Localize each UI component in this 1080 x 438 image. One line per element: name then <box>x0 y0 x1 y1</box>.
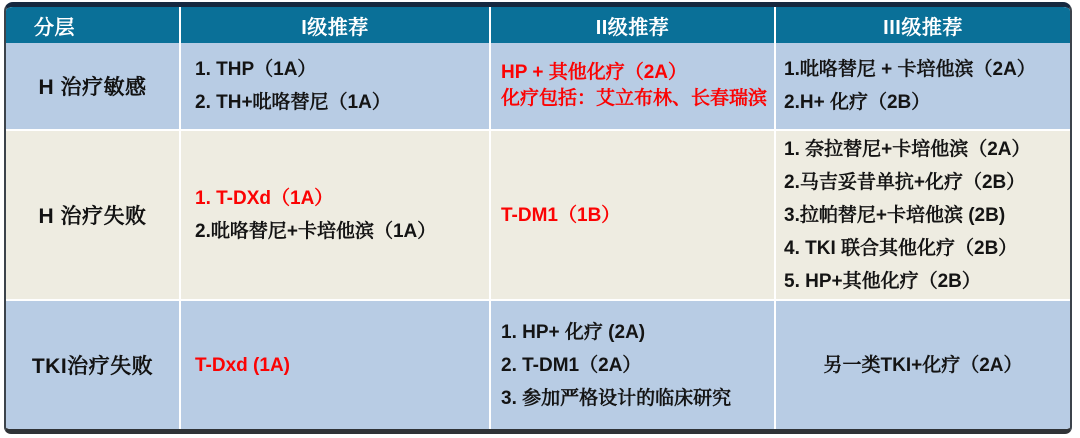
row-label-tki-failed: TKI治疗失败 <box>6 301 179 429</box>
cell-r2-level1 <box>181 131 489 301</box>
treatment-option: 1. T-DXd（1A） <box>195 188 334 209</box>
cell-r1-level2 <box>491 43 774 131</box>
cell-r2-level3 <box>776 131 1070 301</box>
table-grid <box>6 7 1070 429</box>
cell-r3-level1 <box>181 301 489 429</box>
treatment-option: 2. TH+吡咯替尼（1A） <box>195 92 391 113</box>
treatment-option: T-Dxd (1A) <box>195 354 290 376</box>
treatment-option: 1. THP（1A） <box>195 59 317 80</box>
treatment-option: 3. 参加严格设计的临床研究 <box>501 387 732 409</box>
treatment-option: 4. TKI 联合其他化疗（2B） <box>784 237 1018 259</box>
treatment-option: HP + 其他化疗（2A） <box>501 62 687 83</box>
recommendation-table <box>4 2 1072 434</box>
cell-r2-level2 <box>491 131 774 301</box>
treatment-option: 1. HP+ 化疗 (2A) <box>501 321 646 343</box>
cell-r3-level3 <box>776 301 1070 429</box>
treatment-option: 1. 奈拉替尼+卡培他滨（2A） <box>784 138 1031 160</box>
header-cell-level1: I级推荐 <box>181 7 489 43</box>
treatment-option: T-DM1（1B） <box>501 204 621 226</box>
cell-r1-level3 <box>776 43 1070 131</box>
treatment-option: 2. T-DM1（2A） <box>501 354 642 376</box>
treatment-option: 1.吡咯替尼 + 卡培他滨（2A） <box>784 59 1036 80</box>
treatment-option: 3.拉帕替尼+卡培他滨 (2B) <box>784 204 1006 226</box>
treatment-option: 2.H+ 化疗（2B） <box>784 92 931 113</box>
row-label-h-failed: H 治疗失败 <box>6 131 179 301</box>
treatment-option-note: 化疗包括：艾立布林、长春瑞滨 <box>501 88 768 109</box>
treatment-option: 5. HP+其他化疗（2B） <box>784 270 981 292</box>
cell-r3-level2 <box>491 301 774 429</box>
header-cell-level3: III级推荐 <box>776 7 1070 43</box>
treatment-option: 2.吡咯替尼+卡培他滨（1A） <box>195 221 437 242</box>
treatment-option: 另一类TKI+化疗（2A） <box>823 354 1023 376</box>
header-cell-stratification: 分层 <box>6 7 179 43</box>
treatment-option: 2.马吉妥昔单抗+化疗（2B） <box>784 171 1026 193</box>
header-cell-level2: II级推荐 <box>491 7 774 43</box>
cell-r1-level1 <box>181 43 489 131</box>
row-label-h-sensitive: H 治疗敏感 <box>6 43 179 131</box>
